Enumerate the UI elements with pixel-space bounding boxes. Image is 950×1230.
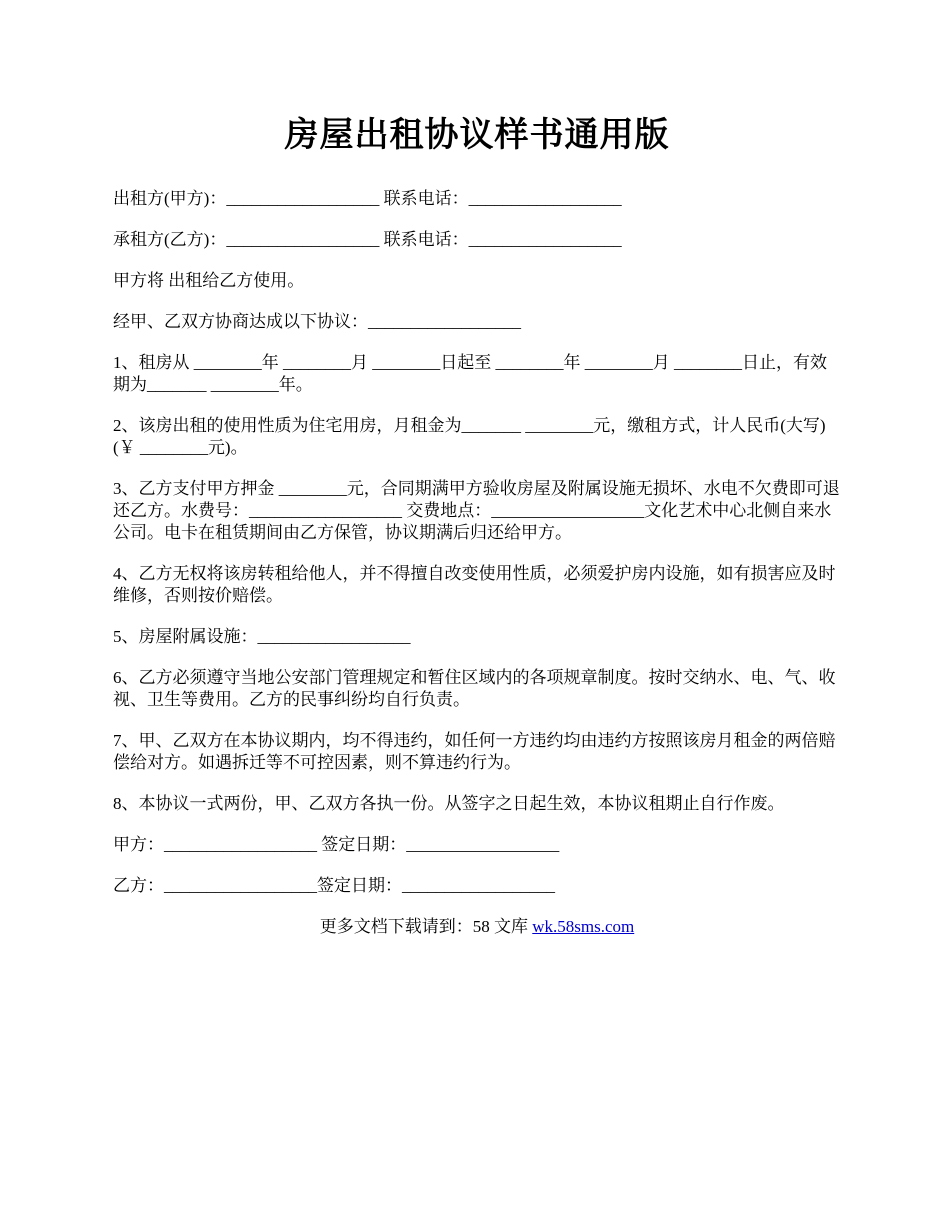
clause-6-regulations: 6、乙方必须遵守当地公安部门管理规定和暂住区域内的各项规章制度。按时交纳水、电、气、收视、卫生等费用。乙方的民事纠纷均自行负责。: [113, 668, 836, 709]
footer-link[interactable]: wk.58sms.com: [532, 917, 635, 936]
clause-8-copies: 8、本协议一式两份，甲、乙双方各执一份。从签字之日起生效，本协议租期止自行作废。: [113, 794, 785, 813]
document-title: 房屋出租协议样书通用版: [284, 117, 670, 154]
lessor-line: 出租方(甲方)：__________________ 联系电话：__________________: [113, 189, 622, 208]
signature-party-b: 乙方：__________________签定日期：__________________: [113, 876, 555, 895]
footer-text: 更多文档下载请到：58 文库: [319, 917, 533, 936]
signature-party-a: 甲方：__________________ 签定日期：__________________: [113, 835, 560, 854]
clause-1-term: 1、租房从 ________年 ________月 ________日起至 ________年 ________月 ________日止，有效期为_______ ________年。: [113, 353, 827, 394]
clause-4-sublet: 4、乙方无权将该房转租给他人，并不得擅自改变使用性质，必须爱护房内设施，如有损害应及时维修，否则按价赔偿。: [113, 564, 836, 605]
clause-7-breach: 7、甲、乙双方在本协议期内，均不得违约，如任何一方违约均由违约方按照该房月租金的两倍赔偿给对方。如遇拆迁等不可控因素，则不算违约行为。: [113, 731, 836, 772]
lessee-line: 承租方(乙方)：__________________ 联系电话：__________________: [113, 230, 622, 249]
clause-2-rent: 2、该房出租的使用性质为住宅用房，月租金为_______ ________元，缴租方式，计人民币(大写) (￥ ________元)。: [113, 416, 826, 457]
clause-3-deposit: 3、乙方支付甲方押金 ________元，合同期满甲方验收房屋及附属设施无损坏、水电不欠费即可退还乙方。水费号：__________________ 交费地点：__________________文化艺术中心北侧自来水公司。电卡在租赁期间由乙方保管，协议期满后归还给甲方。: [113, 479, 840, 542]
clause-5-facilities: 5、房屋附属设施：__________________: [113, 627, 411, 646]
agreement-intro: 经甲、乙双方协商达成以下协议：__________________: [113, 312, 521, 331]
document-page: [113, 108, 841, 938]
document-footer: [113, 916, 841, 938]
premises-line: 甲方将 出租给乙方使用。: [113, 271, 305, 290]
